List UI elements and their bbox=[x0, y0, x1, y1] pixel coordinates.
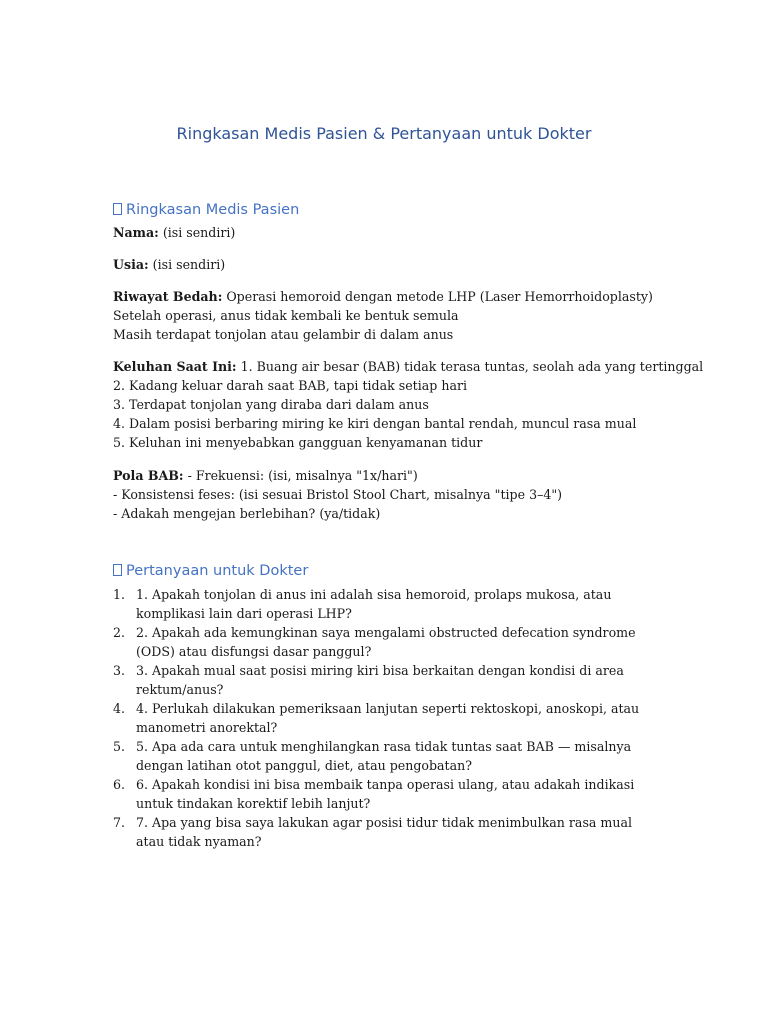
pola-line: - Frekuensi: (isi, misalnya "1x/hari") bbox=[183, 468, 418, 483]
nama-field bbox=[113, 223, 673, 242]
usia-field bbox=[113, 255, 673, 274]
riwayat-line: Masih terdapat tonjolan atau gelambir di dalam anus bbox=[113, 327, 454, 342]
riwayat-label: Riwayat Bedah: bbox=[113, 289, 223, 304]
riwayat-line: Setelah operasi, anus tidak kembali ke bentuk semula bbox=[113, 308, 459, 323]
questions-list bbox=[113, 585, 658, 851]
questions-heading-text: Pertanyaan untuk Dokter bbox=[126, 563, 309, 579]
list-item-number: 3. bbox=[113, 663, 126, 678]
list-item-text: 7. Apa yang bisa saya lakukan agar posisi tidur tidak menimbulkan rasa mual atau tidak nyaman? bbox=[136, 815, 633, 849]
list-item bbox=[113, 623, 658, 661]
missing-glyph-icon bbox=[113, 564, 122, 576]
list-item-number: 4. bbox=[113, 701, 126, 716]
list-item-number: 2. bbox=[113, 625, 126, 640]
list-item bbox=[113, 813, 658, 851]
summary-heading bbox=[113, 202, 299, 218]
list-item-number: 6. bbox=[113, 777, 126, 792]
riwayat-line: Operasi hemoroid dengan metode LHP (Laser Hemorrhoidoplasty) bbox=[222, 289, 653, 304]
usia-value: (isi sendiri) bbox=[148, 257, 226, 272]
list-item-number: 7. bbox=[113, 815, 126, 830]
document-title: Ringkasan Medis Pasien & Pertanyaan untuk Dokter bbox=[176, 124, 592, 143]
list-item bbox=[113, 661, 658, 699]
pola-bab-field bbox=[113, 466, 673, 523]
keluhan-line: 5. Keluhan ini menyebabkan gangguan kenyamanan tidur bbox=[113, 435, 483, 450]
list-item-text: 4. Perlukah dilakukan pemeriksaan lanjutan seperti rektoskopi, anoskopi, atau manometri anorektal? bbox=[136, 701, 640, 735]
list-item-text: 6. Apakah kondisi ini bisa membaik tanpa operasi ulang, atau adakah indikasi untuk tindakan korektif lebih lanjut? bbox=[136, 777, 635, 811]
list-item-text: 2. Apakah ada kemungkinan saya mengalami obstructed defecation syndrome (ODS) atau disfungsi dasar panggul? bbox=[136, 625, 636, 659]
pola-line: - Adakah mengejan berlebihan? (ya/tidak) bbox=[113, 506, 381, 521]
list-item-text: 1. Apakah tonjolan di anus ini adalah sisa hemoroid, prolaps mukosa, atau komplikasi lain dari operasi LHP? bbox=[136, 587, 612, 621]
list-item bbox=[113, 699, 658, 737]
keluhan-line: 4. Dalam posisi berbaring miring ke kiri dengan bantal rendah, muncul rasa mual bbox=[113, 416, 637, 431]
usia-label: Usia: bbox=[113, 257, 149, 272]
keluhan-field bbox=[113, 357, 704, 452]
list-item bbox=[113, 737, 658, 775]
list-item-text: 3. Apakah mual saat posisi miring kiri bisa berkaitan dengan kondisi di area rektum/anus? bbox=[136, 663, 624, 697]
keluhan-line: 3. Terdapat tonjolan yang diraba dari dalam anus bbox=[113, 397, 429, 412]
list-item bbox=[113, 585, 658, 623]
riwayat-bedah-field bbox=[113, 287, 673, 344]
keluhan-line: 2. Kadang keluar darah saat BAB, tapi tidak setiap hari bbox=[113, 378, 468, 393]
list-item bbox=[113, 775, 658, 813]
pola-line: - Konsistensi feses: (isi sesuai Bristol Stool Chart, misalnya "tipe 3–4") bbox=[113, 487, 563, 502]
missing-glyph-icon bbox=[113, 203, 122, 215]
keluhan-line: 1. Buang air besar (BAB) tidak terasa tuntas, seolah ada yang tertinggal bbox=[236, 359, 704, 374]
list-item-number: 5. bbox=[113, 739, 126, 754]
nama-value: (isi sendiri) bbox=[158, 225, 236, 240]
nama-label: Nama: bbox=[113, 225, 159, 240]
questions-heading bbox=[113, 563, 308, 579]
keluhan-label: Keluhan Saat Ini: bbox=[113, 359, 237, 374]
list-item-text: 5. Apa ada cara untuk menghilangkan rasa tidak tuntas saat BAB — misalnya dengan latihan otot panggul, diet, atau pengobatan? bbox=[136, 739, 632, 773]
pola-label: Pola BAB: bbox=[113, 468, 184, 483]
list-item-number: 1. bbox=[113, 587, 126, 602]
summary-heading-text: Ringkasan Medis Pasien bbox=[126, 202, 300, 218]
